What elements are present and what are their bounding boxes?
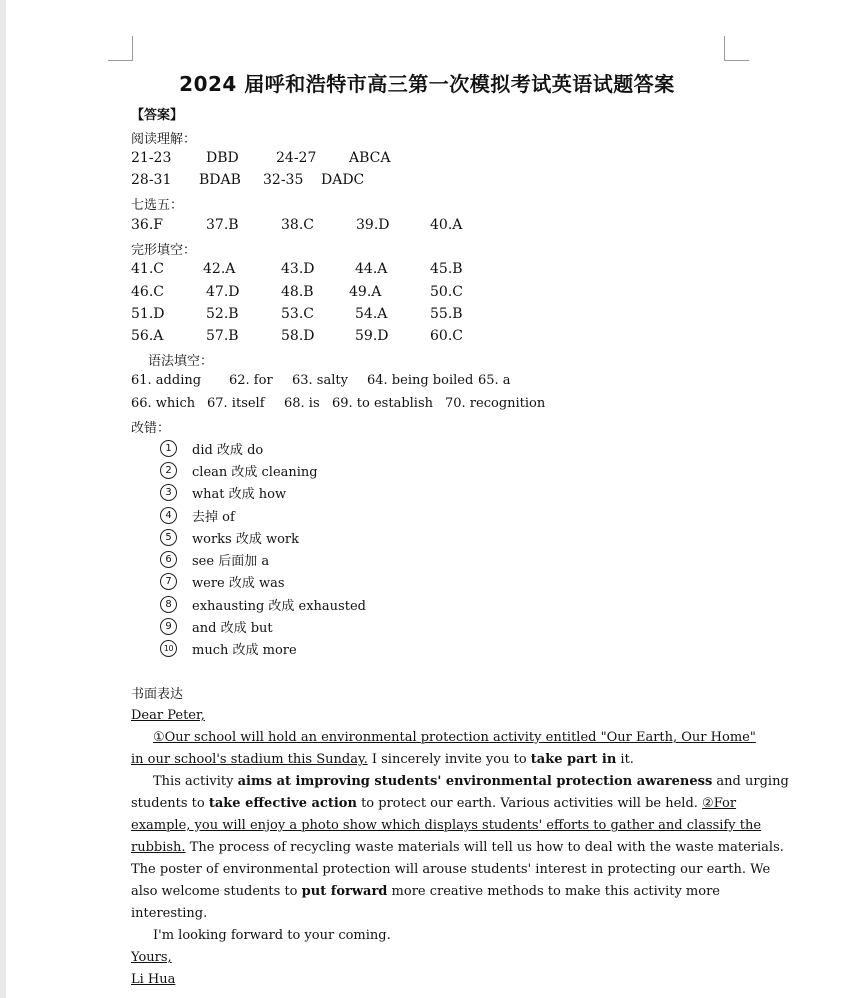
item-number: 5 xyxy=(160,529,177,546)
answer-item: 63. salty xyxy=(292,373,348,388)
closing: Yours, xyxy=(131,950,172,965)
correction-text: clean 改成 cleaning xyxy=(192,465,318,480)
answer-item: 54.A xyxy=(355,306,388,322)
correction-text: exhausting 改成 exhausted xyxy=(192,599,366,614)
answer-item: 41.C xyxy=(131,261,164,277)
essay-text: also welcome students to xyxy=(131,884,302,899)
reading-answer: ABCA xyxy=(349,150,391,166)
bold-phrase: put forward xyxy=(301,884,388,899)
answer-item: 56.A xyxy=(131,328,164,344)
seven-choose-five-heading: 七选五： xyxy=(131,198,184,213)
essay-body xyxy=(131,705,789,991)
item-number: 6 xyxy=(160,551,177,568)
item-number: 1 xyxy=(160,440,177,457)
item-number: 10 xyxy=(160,640,177,657)
answer-item: 43.D xyxy=(281,261,315,277)
answer-item: 49.A xyxy=(349,284,382,300)
grammar-heading: 语法填空： xyxy=(148,354,214,369)
reading-range: 28-31 xyxy=(131,172,172,188)
essay-text: to protect our earth. Various activities will be held. xyxy=(356,796,703,811)
correction-text: much 改成 more xyxy=(192,643,297,658)
reading-answer: BDAB xyxy=(199,172,241,188)
answer-item: 46.C xyxy=(131,284,164,300)
essay-line xyxy=(131,837,784,859)
essay-line: example, you will enjoy a photo show which displays students' efforts to gather and classify the xyxy=(131,818,762,833)
essay-line: interesting. xyxy=(131,906,208,921)
answer-item: 40.A xyxy=(430,217,463,233)
bold-phrase: aims at improving students' environmental protection awareness xyxy=(237,774,713,789)
answer-item: 60.C xyxy=(430,328,463,344)
answer-item: 37.B xyxy=(206,217,239,233)
answer-item: 67. itself xyxy=(207,396,265,411)
essay-line xyxy=(131,881,731,903)
essay-text: The process of recycling waste materials will tell us how to deal with the waste materials. xyxy=(185,840,784,855)
answer-item: 39.D xyxy=(356,217,390,233)
item-number: 3 xyxy=(160,484,177,501)
answer-item: 48.B xyxy=(281,284,314,300)
item-number: 8 xyxy=(160,596,177,613)
answer-item: 62. for xyxy=(229,373,273,388)
writing-heading: 书面表达 xyxy=(131,687,184,702)
reading-answer: DBD xyxy=(206,150,239,166)
correction-text: what 改成 how xyxy=(192,487,287,502)
essay-line xyxy=(131,727,756,749)
correction-text: were 改成 was xyxy=(192,576,285,591)
essay-text: it. xyxy=(616,752,634,767)
essay-text: I sincerely invite you to xyxy=(367,752,531,767)
essay-line: I'm looking forward to your coming. xyxy=(153,928,391,943)
answer-item: 57.B xyxy=(206,328,239,344)
underlined-sentence: in our school's stadium this Sunday. xyxy=(131,752,368,767)
bold-phrase: take effective action xyxy=(208,796,357,811)
answer-item: 50.C xyxy=(430,284,463,300)
answer-item: 69. to establish xyxy=(332,396,434,411)
answer-item: 51.D xyxy=(131,306,165,322)
correction-text: did 改成 do xyxy=(192,443,264,458)
answer-item: 44.A xyxy=(355,261,388,277)
item-number: 2 xyxy=(160,462,177,479)
answer-item: 53.C xyxy=(281,306,314,322)
answer-item: 68. is xyxy=(284,396,320,411)
essay-text: and urging xyxy=(712,774,789,789)
salutation: Dear Peter, xyxy=(131,708,205,723)
answer-item: 45.B xyxy=(430,261,463,277)
answer-item: 38.C xyxy=(281,217,314,233)
answer-item: 42.A xyxy=(203,261,236,277)
item-number: 7 xyxy=(160,573,177,590)
answer-item: 55.B xyxy=(430,306,463,322)
underlined-sentence: ②For xyxy=(702,796,737,811)
signature: Li Hua xyxy=(131,972,176,987)
margin-mark-top-right xyxy=(724,36,749,61)
item-number: 9 xyxy=(160,618,177,635)
answer-item: 64. being boiled xyxy=(367,373,474,388)
answer-item: 52.B xyxy=(206,306,239,322)
correction-text: see 后面加 a xyxy=(192,554,270,569)
underlined-sentence: ①Our school will hold an environmental protection activity entitled "Our Earth, Our Home" xyxy=(153,730,756,745)
document-title: 2024 届呼和浩特市高三第一次模拟考试英语试题答案 xyxy=(179,72,675,96)
essay-text: students to xyxy=(131,796,209,811)
essay-text: more creative methods to make this activity more xyxy=(387,884,720,899)
answer-item: 61. adding xyxy=(131,373,202,388)
margin-mark-top-left xyxy=(108,36,133,61)
correction-text: and 改成 but xyxy=(192,621,273,636)
essay-line xyxy=(131,749,731,771)
answer-item: 36.F xyxy=(131,217,163,233)
reading-answer: DADC xyxy=(321,172,365,188)
answer-item: 47.D xyxy=(206,284,240,300)
reading-range: 32-35 xyxy=(263,172,304,188)
correction-text: works 改成 work xyxy=(192,532,300,547)
cloze-heading: 完形填空： xyxy=(131,243,197,258)
answer-heading: 【答案】 xyxy=(131,108,184,123)
item-number: 4 xyxy=(160,507,177,524)
essay-line xyxy=(131,771,789,793)
underlined-sentence: rubbish. xyxy=(131,840,186,855)
bold-phrase: take part in xyxy=(530,752,617,767)
reading-range: 21-23 xyxy=(131,150,172,166)
answer-item: 66. which xyxy=(131,396,196,411)
left-page-edge xyxy=(0,0,6,998)
answer-item: 58.D xyxy=(281,328,315,344)
answer-item: 70. recognition xyxy=(445,396,546,411)
reading-heading: 阅读理解： xyxy=(131,132,197,147)
correction-heading: 改错： xyxy=(131,421,171,436)
reading-range: 24-27 xyxy=(276,150,317,166)
essay-text: This activity xyxy=(153,774,238,789)
essay-line: The poster of environmental protection will arouse students' interest in protecting our earth. We xyxy=(131,862,771,877)
answer-item: 59.D xyxy=(355,328,389,344)
answer-item: 65. a xyxy=(478,373,511,388)
essay-line xyxy=(131,793,737,815)
correction-text: 去掉 of xyxy=(192,510,235,525)
